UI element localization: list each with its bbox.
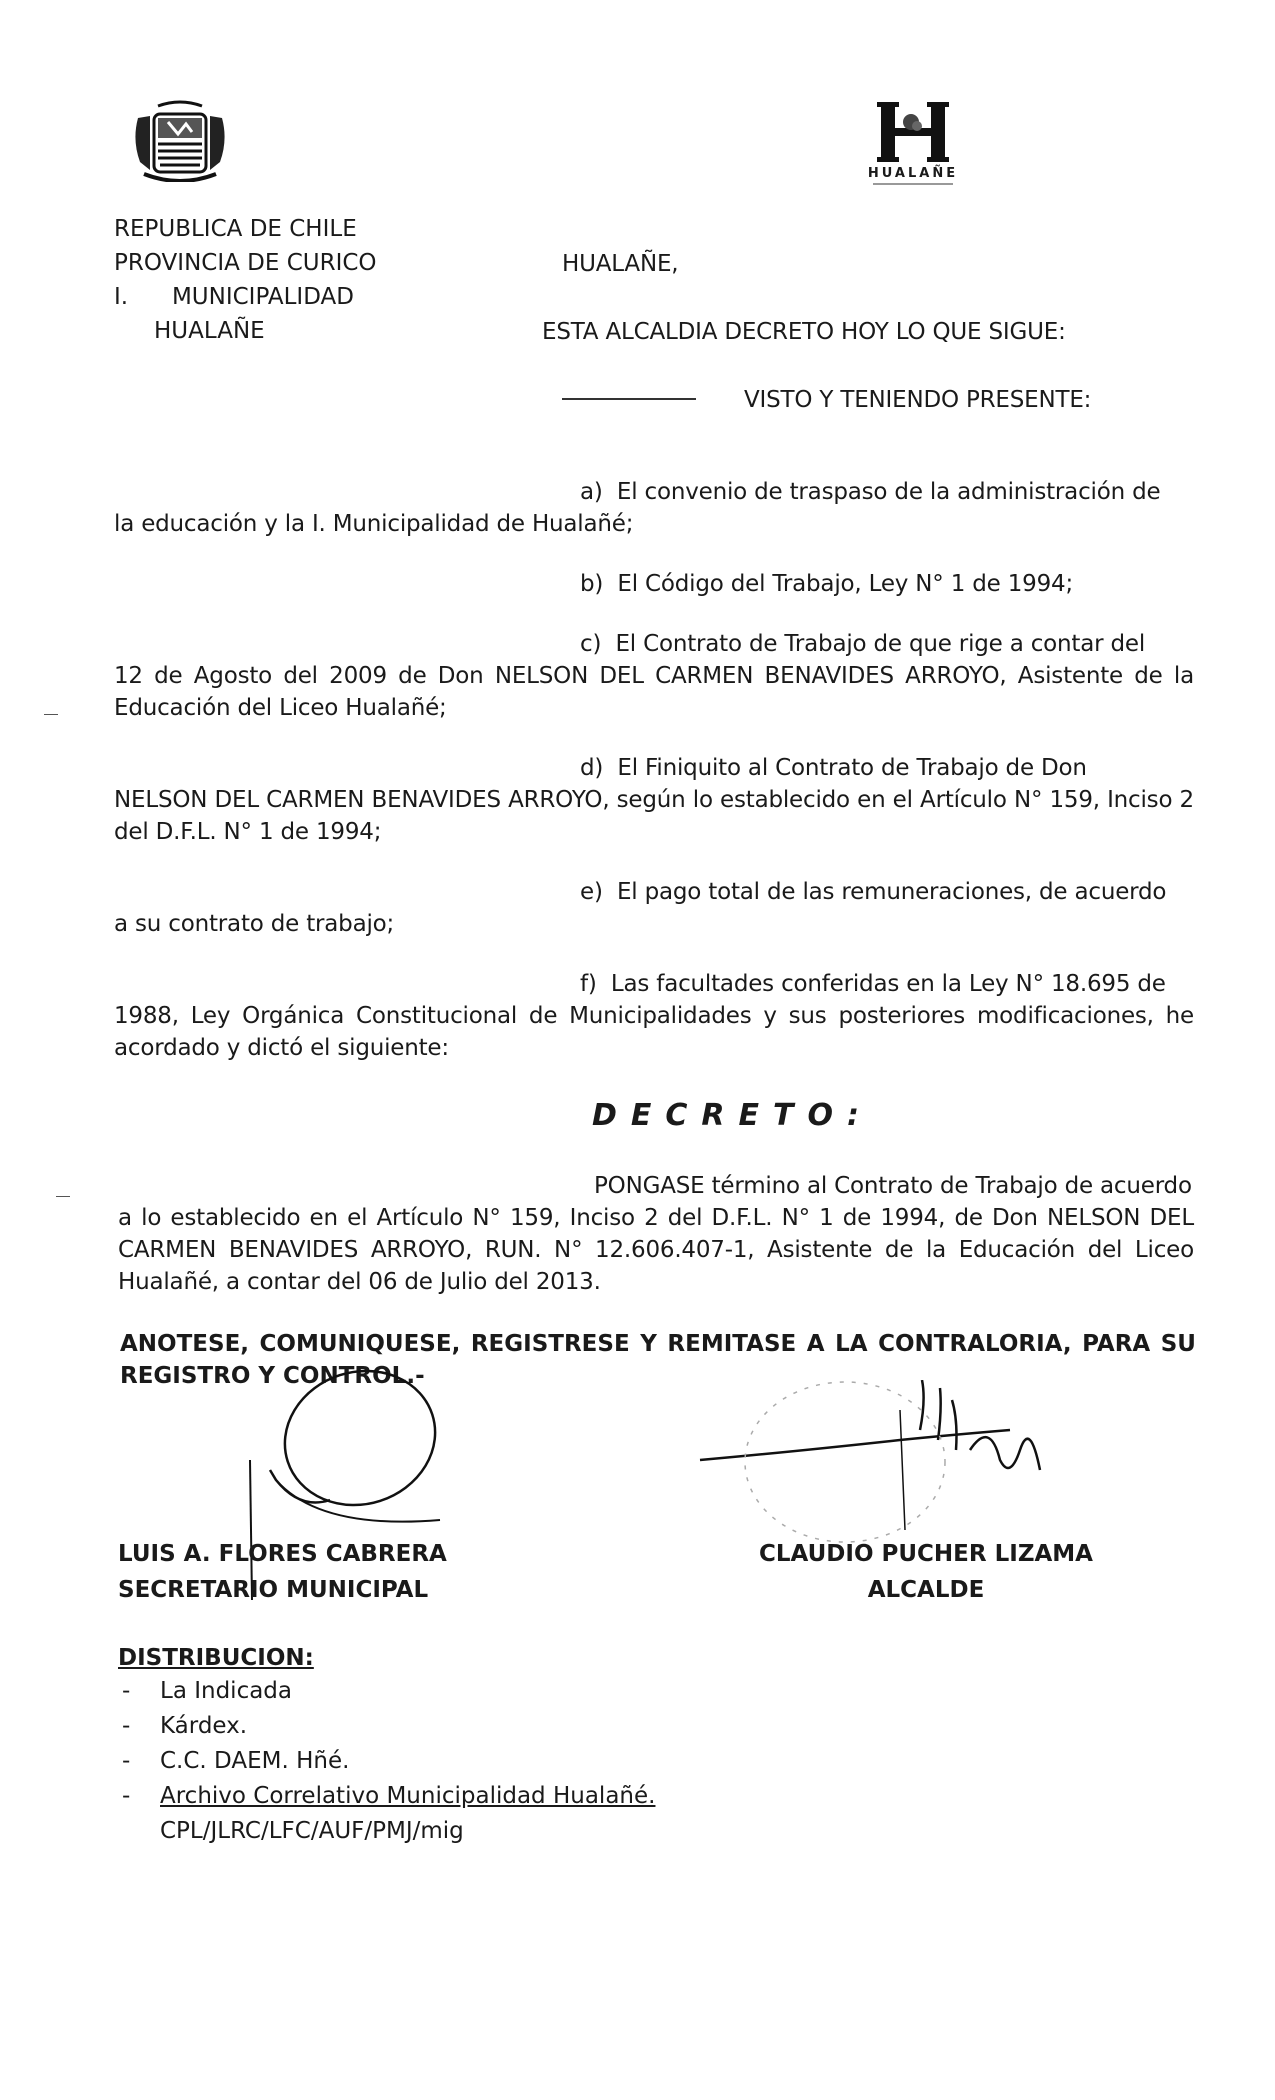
decree-number-line — [562, 398, 696, 400]
consideration-c: c) El Contrato de Trabajo de que rige a contar del 12 de Agosto del 2009 de Don NELSON DEL CARMEN BENAVIDES ARROYO, Asistente de la Educación del Liceo Hualañé; — [114, 631, 1194, 721]
coat-of-arms-icon — [128, 100, 232, 182]
header-line-1: REPUBLICA DE CHILE — [114, 216, 357, 242]
header-line-4: HUALAÑE — [154, 318, 265, 344]
mayor-title: ALCALDE — [867, 1577, 985, 1603]
decreto-first-line: PONGASE término al Contrato de Trabajo de acuerdo — [594, 1173, 1192, 1199]
consideration-d: d) El Finiquito al Contrato de Trabajo de Don NELSON DEL CARMEN BENAVIDES ARROYO, según lo establecido en el Artículo N° 159, Inciso 2 del D.F.L. N° 1 de 1994; — [114, 755, 1194, 845]
distribution-section — [118, 1642, 655, 1848]
list-item: - La Indicada — [118, 1674, 655, 1709]
decreto-rest: a lo establecido en el Artículo N° 159, Inciso 2 del D.F.L. N° 1 de 1994, de Don NELSON DEL CARMEN BENAVIDES ARROYO, RUN. N° 12.606.407-1, Asistente de la Educación del Liceo Hualañé, a contar del 06 de Julio del 2013. — [118, 1205, 1194, 1295]
consideration-a: a) El convenio de traspaso de la administración de la educación y la I. Municipalidad de Hualañé; — [114, 479, 1161, 537]
decree-intro: ESTA ALCALDIA DECRETO HOY LO QUE SIGUE: — [542, 319, 1066, 345]
decreto-body — [118, 1170, 1194, 1298]
consideration-e: e) El pago total de las remuneraciones, de acuerdo a su contrato de trabajo; — [114, 879, 1167, 937]
header-line-2: PROVINCIA DE CURICO — [114, 250, 377, 276]
list-item: - Archivo Correlativo Municipalidad Hualañé. — [118, 1779, 655, 1814]
consideration-b: b) El Código del Trabajo, Ley N° 1 de 1994; — [580, 571, 1073, 597]
place-label: HUALAÑE, — [562, 251, 679, 277]
secretary-signature-block — [118, 1536, 447, 1608]
logo-text: HUALAÑE — [867, 166, 959, 181]
distribution-list — [118, 1674, 655, 1814]
mayor-signature-block — [756, 1536, 1096, 1608]
visto-label: VISTO Y TENIENDO PRESENTE: — [744, 387, 1092, 413]
header-left-block — [114, 212, 377, 348]
hualane-logo — [858, 100, 968, 185]
margin-mark — [56, 1196, 70, 1197]
secretary-title: SECRETARIO MUNICIPAL — [118, 1577, 429, 1603]
closing-statement: ANOTESE, COMUNIQUESE, REGISTRESE Y REMITASE A LA CONTRALORIA, PARA SU REGISTRO Y CONTROL.- — [120, 1331, 1196, 1389]
h-monogram-icon — [873, 100, 953, 164]
margin-mark — [44, 714, 58, 715]
list-item: - C.C. DAEM. Hñé. — [118, 1744, 655, 1779]
list-item: - Kárdex. — [118, 1709, 655, 1744]
secretary-name: LUIS A. FLORES CABRERA — [118, 1541, 447, 1567]
mayor-name: CLAUDIO PUCHER LIZAMA — [759, 1541, 1093, 1567]
header-line-3: I. MUNICIPALIDAD — [114, 284, 354, 310]
consideration-f: f) Las facultades conferidas en la Ley N° 18.695 de 1988, Ley Orgánica Constitucional de Municipalidades y sus posteriores modificaciones, he acordado y dictó el siguiente: — [114, 971, 1194, 1061]
considerations — [114, 476, 1194, 1064]
decreto-title: DECRETO: — [592, 1098, 873, 1133]
distribution-initials: CPL/JLRC/LFC/AUF/PMJ/mig — [160, 1818, 464, 1844]
distribution-heading: DISTRIBUCION: — [118, 1645, 314, 1671]
